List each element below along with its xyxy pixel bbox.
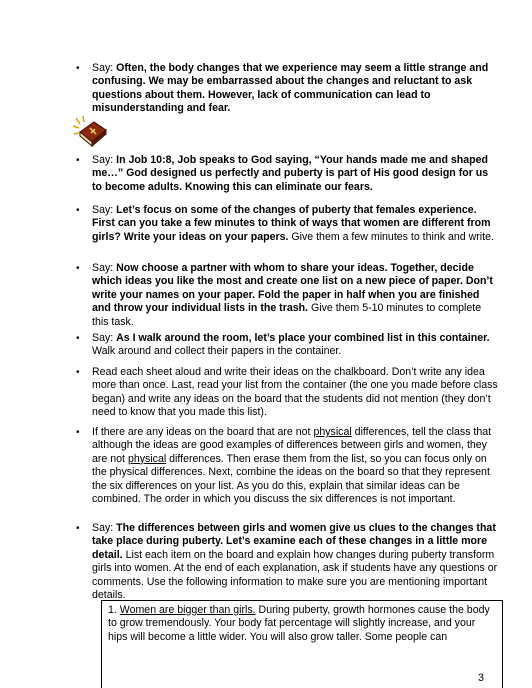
say-label: Say:: [92, 522, 117, 534]
instruction-item-1: [76, 62, 498, 116]
bullet-marker: •: [76, 523, 80, 534]
script-text: As I walk around the room, let’s place your combined list in this container.: [116, 332, 490, 344]
page-number: 3: [478, 672, 484, 684]
teacher-direction: Give them 5-10 minutes to complete this task.: [92, 302, 482, 328]
bible-book-icon: [72, 116, 108, 150]
bullet-marker: •: [76, 263, 80, 274]
say-label: Say:: [92, 204, 117, 216]
bullet-marker: •: [76, 63, 80, 74]
teacher-direction: Read each sheet aloud and write their ideas on the chalkboard. Don’t write any idea more than once. Last, read your list from the container (the one you made before class began) and write any ideas on the board that the students did not mention (they don’t need to know that you made this list).: [92, 366, 498, 419]
teacher-direction: List each item on the board and explain how changes during puberty transform girls into women. At the end of each explanation, ask if students have any questions or comments. Use the following information to make sure you are mentioning important details.: [92, 548, 498, 602]
info-box: [101, 600, 503, 688]
teacher-direction: differences, tell the class that although the ideas are good examples of differences between girls and women, they are not: [92, 426, 492, 465]
bullet-marker: •: [76, 205, 80, 216]
instruction-item-6: [76, 366, 498, 420]
instruction-item-5: [76, 332, 498, 359]
instruction-item-8: [76, 522, 498, 602]
say-label: Say:: [92, 332, 117, 344]
teacher-direction: Walk around and collect their papers in the container.: [92, 345, 342, 358]
underlined-word: physical: [127, 452, 167, 465]
info-text: During puberty, growth hormones cause the body to grow tremendously. Your body fat percentage will slightly increase, and your hips will become a little wider. You will also grow taller. Some people can: [108, 604, 490, 643]
instruction-item-4: [76, 262, 498, 329]
instruction-item-3: [76, 204, 498, 244]
teacher-direction: Give them a few minutes to think and write.: [288, 230, 494, 243]
underlined-word: physical: [313, 426, 352, 438]
script-text: The differences between girls and women give us clues to the changes that take place during puberty. Let’s examine each of these changes in a little more detail.: [92, 522, 496, 561]
bullet-marker: •: [76, 155, 80, 166]
teacher-direction: differences. Then erase them from the list, so you can focus only on the physical differences. Next, combine the ideas on the board so that they represent the six differences on your list. As you do this, explain that similar ideas can be combined. The order in which you discuss the six differences is not important.: [92, 452, 490, 506]
instruction-item-2: [76, 154, 498, 194]
say-label: Say:: [92, 154, 117, 166]
info-heading: Women are bigger than girls.: [119, 604, 256, 616]
script-text: Often, the body changes that we experience may seem a little strange and confusing. We may be embarrassed about the changes and reluctant to ask questions about them. However, lack of communication can lead to misunderstanding and fear.: [92, 62, 489, 115]
bullet-marker: •: [76, 367, 80, 378]
script-text: Let’s focus on some of the changes of puberty that females experience. First can you take a few minutes to think of ways that women are different from girls? Write your ideas on your papers.: [92, 204, 491, 243]
script-text: In Job 10:8, Job speaks to God saying, “Your hands made me and shaped me…” God designed us perfectly and puberty is part of His good design for us to become adults. Knowing this can eliminate our fears.: [92, 154, 489, 193]
bullet-marker: •: [76, 333, 80, 344]
say-label: Say:: [92, 62, 117, 74]
instruction-item-7: [76, 426, 498, 506]
bullet-marker: •: [76, 427, 80, 438]
say-label: Say:: [92, 262, 117, 274]
script-text: Now choose a partner with whom to share your ideas. Together, decide which ideas you like the most and create one list on a new piece of paper. Don’t write your names on your paper. Fold the paper in half when you are finished and throw your individual lists in the trash.: [92, 262, 493, 315]
info-number: 1.: [108, 604, 120, 616]
teacher-direction: If there are any ideas on the board that are not: [92, 426, 314, 438]
